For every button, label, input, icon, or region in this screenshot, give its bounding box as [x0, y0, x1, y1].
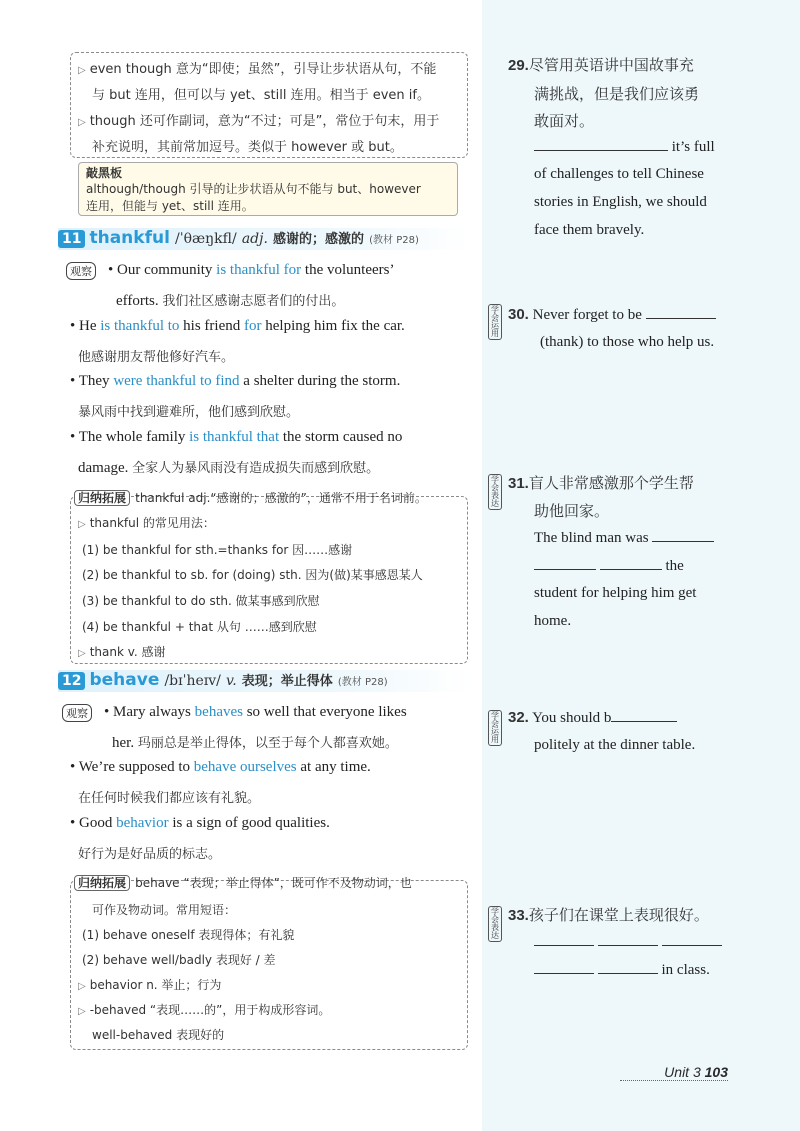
- example-sentence: • We’re supposed to behave ourselves at any time.: [70, 759, 371, 775]
- summary-line: (2) behave well/badly 表现好 / 差: [82, 953, 276, 967]
- summary-line: (3) be thankful to do sth. 做某事感到欣慰: [82, 594, 320, 608]
- answer-blank[interactable]: [652, 529, 714, 542]
- summary-line: (2) be thankful to sb. for (doing) sth. 因为(做)某事感恩某人: [82, 568, 423, 582]
- question-29-line: of challenges to tell Chinese: [534, 166, 704, 182]
- example-sentence: • Good behavior is a sign of good qualities.: [70, 815, 330, 831]
- observe-tag: 观察: [66, 262, 96, 280]
- summary-header: 归纳拓展 behave “表现；举止得体”，既可作不及物动词，也: [74, 872, 412, 891]
- example-translation: 暴风雨中找到避难所，他们感到欣慰。: [78, 405, 300, 420]
- meaning: 感谢的；感激的: [273, 232, 365, 247]
- entry-title-behave: [58, 670, 388, 690]
- example-sentence: • He is thankful to his friend for helping him fix the car.: [70, 318, 405, 334]
- question-31-line: 31.盲人非常感激那个学生帮: [508, 474, 694, 492]
- phonetic: /ˈθæŋkfl/: [175, 231, 237, 247]
- example-sentence: efforts. 我们社区感谢志愿者们的付出。: [116, 293, 345, 309]
- part-of-speech: v.: [225, 673, 237, 689]
- answer-blank[interactable]: [534, 557, 596, 570]
- question-29-line: 29.尽管用英语讲中国故事充: [508, 56, 694, 74]
- headword: thankful: [89, 228, 170, 248]
- question-29-line: stories in English, we should: [534, 194, 707, 210]
- answer-blank[interactable]: [598, 933, 658, 946]
- summary-line: ▷ thankful 的常见用法：: [78, 516, 215, 530]
- question-33-line: in class.: [534, 961, 710, 979]
- page-number: 103: [704, 1064, 728, 1080]
- example-translation: 在任何时候我们都应该有礼貌。: [78, 791, 261, 806]
- summary-line: (1) behave oneself 表现得体；有礼貌: [82, 928, 295, 942]
- question-tag-learn-to-express: 学会表达: [488, 906, 502, 942]
- question-33-line: 33.孩子们在课堂上表现很好。: [508, 906, 709, 924]
- entry-title-thankful: [58, 228, 419, 248]
- example-translation: 好行为是好品质的标志。: [78, 847, 222, 862]
- example-sentence: • Our community is thankful for the volunteers’: [108, 262, 395, 278]
- answer-blank[interactable]: [662, 933, 722, 946]
- textbook-source: (教材 P28): [337, 677, 388, 688]
- question-31-answer-line: the: [534, 557, 684, 575]
- meaning: 表现；举止得体: [241, 674, 333, 689]
- part-of-speech: adj.: [241, 231, 268, 247]
- question-29-line: 满挑战，但是我们应该勇: [534, 85, 700, 103]
- phonetic: /bɪˈheɪv/: [164, 673, 221, 689]
- question-tag-learn-to-use: 学会运用: [488, 304, 502, 340]
- question-33-answer-line: [534, 933, 722, 951]
- summary-line: (1) be thankful for sth.=thanks for 因……感谢: [82, 543, 353, 557]
- question-tag-learn-to-express: 学会表达: [488, 474, 502, 510]
- summary-line: ▷ thank v. 感谢: [78, 645, 166, 659]
- answer-blank[interactable]: [534, 961, 594, 974]
- answer-blank[interactable]: [534, 138, 668, 151]
- headword: behave: [89, 670, 160, 690]
- question-29-line: 敢面对。: [534, 112, 595, 130]
- answer-blank[interactable]: [600, 557, 662, 570]
- question-31-line: home.: [534, 613, 572, 629]
- summary-line: 可作及物动词。常用短语：: [92, 903, 237, 917]
- question-30-line: 30. Never forget to be: [508, 306, 716, 324]
- note-line: ▷ even though 意为“即使；虽然”，引导让步状语从句，不能: [78, 62, 437, 77]
- answer-blank[interactable]: [646, 306, 716, 319]
- example-sentence: • The whole family is thankful that the storm caused no: [70, 429, 403, 445]
- summary-line: (4) be thankful + that 从句 ……感到欣慰: [82, 620, 317, 634]
- answer-blank[interactable]: [534, 933, 594, 946]
- example-sentence: damage. 全家人为暴风雨没有造成损失而感到欣慰。: [78, 460, 380, 476]
- example-translation: 他感谢朋友帮他修好汽车。: [78, 350, 235, 365]
- note-line: 补充说明，其前常加逗号。类似于 however 或 but。: [92, 140, 403, 155]
- question-31-line: student for helping him get: [534, 585, 697, 601]
- observe-tag: 观察: [62, 704, 92, 722]
- blackboard-line: although/though 引导的让步状语从句不能与 but、however: [86, 182, 421, 196]
- question-31-line: 助他回家。: [534, 502, 610, 520]
- question-29-line: face them bravely.: [534, 222, 645, 238]
- example-sentence: • They were thankful to find a shelter during the storm.: [70, 373, 401, 389]
- question-29-answer-line: it’s full: [534, 138, 715, 156]
- question-tag-learn-to-use: 学会运用: [488, 710, 502, 746]
- question-32-line: politely at the dinner table.: [534, 737, 696, 753]
- answer-blank[interactable]: [598, 961, 658, 974]
- summary-line: ▷ behavior n. 举止；行为: [78, 978, 222, 992]
- blackboard-title: 敲黑板: [86, 166, 123, 180]
- note-line: 与 but 连用，但可以与 yet、still 连用。相当于 even if。: [92, 88, 430, 103]
- summary-header: 归纳拓展 thankful adj.“感谢的；感激的”，通常不用于名词前。: [74, 487, 427, 506]
- question-32-line: 32. You should b: [508, 709, 677, 727]
- entry-number: 12: [58, 672, 85, 690]
- question-30-line: (thank) to those who help us.: [540, 334, 715, 350]
- answer-blank[interactable]: [611, 709, 677, 722]
- note-line: ▷ though 还可作副词，意为“不过；可是”，常位于句末，用于: [78, 114, 440, 129]
- question-31-line: The blind man was: [534, 529, 714, 547]
- summary-line: ▷ -behaved “表现……的”，用于构成形容词。: [78, 1003, 331, 1017]
- example-sentence: her. 玛丽总是举止得体，以至于每个人都喜欢她。: [112, 735, 398, 751]
- blackboard-line: 连用，但能与 yet、still 连用。: [86, 199, 254, 213]
- summary-line: well-behaved 表现好的: [92, 1028, 225, 1042]
- textbook-source: (教材 P28): [369, 235, 419, 246]
- entry-number: 11: [58, 230, 85, 248]
- unit-label: Unit 3: [664, 1064, 701, 1080]
- page-footer: [620, 1064, 728, 1081]
- example-sentence: • Mary always behaves so well that everyone likes: [104, 704, 407, 720]
